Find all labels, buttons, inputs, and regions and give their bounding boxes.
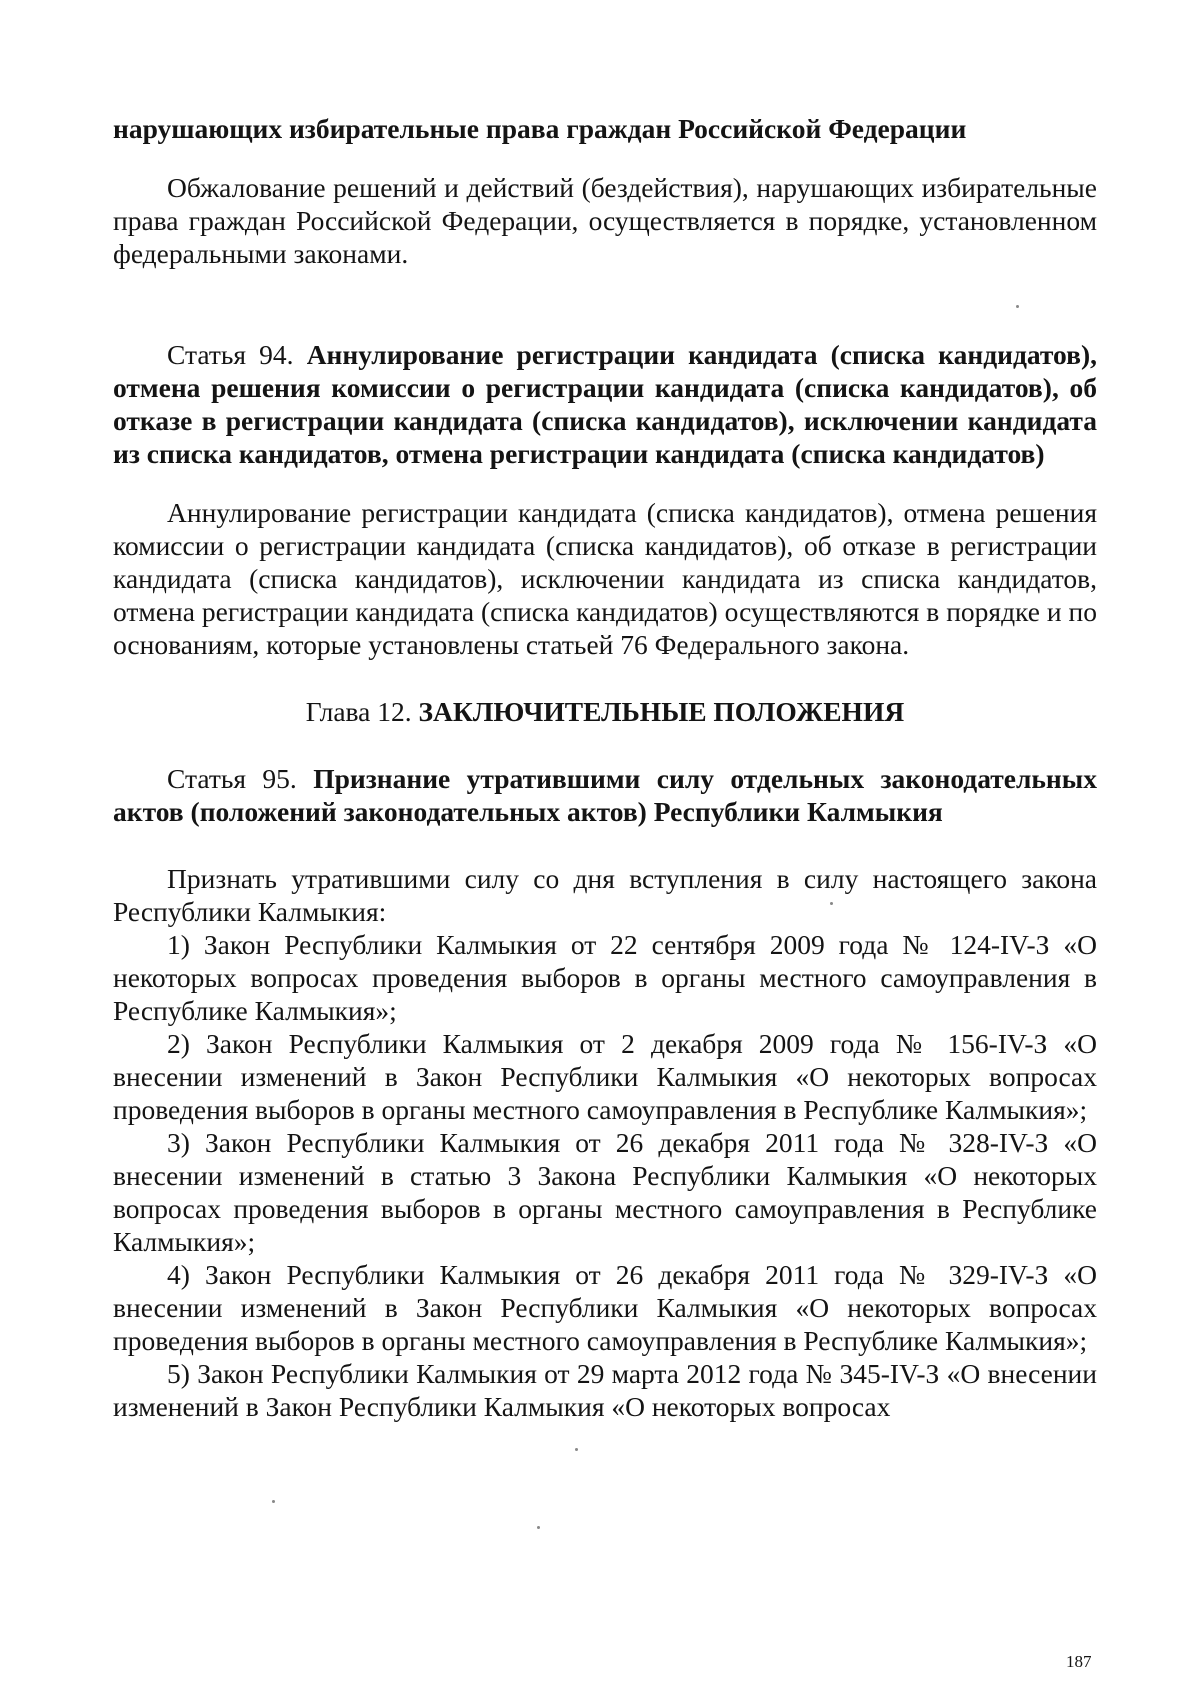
document-page (113, 112, 1097, 1423)
list-item: 2) Закон Республики Калмыкия от 2 декабря 2009 года № 156-IV-З «О внесении изменений в Закон Республики Калмыкия «О некоторых вопросах проведения выборов в органы местного самоуправления в Республике Калмыкия»; (113, 1028, 1097, 1125)
article-95-label: Статья 95. (167, 763, 297, 794)
article-95-title: Признание утратившими силу отдельных законодательных актов (положений законодательных актов) Республики Калмыкия (113, 763, 1097, 827)
list-item: 3) Закон Республики Калмыкия от 26 декабря 2011 года № 328-IV-З «О внесении изменений в статью 3 Закона Республики Калмыкия «О некоторых вопросах проведения выборов в органы местного самоуправления в Республике Калмыкия»; (113, 1127, 1097, 1257)
chapter-12-title: ЗАКЛЮЧИТЕЛЬНЫЕ ПОЛОЖЕНИЯ (418, 696, 905, 727)
article-94-title: Аннулирование регистрации кандидата (списка кандидатов), отмена решения комиссии о регистрации кандидата (списка кандидатов), об отказе в регистрации кандидата (списка кандидатов), исключении кандидата из списка кандидатов, отмена регистрации кандидата (списка кандидатов) (113, 339, 1097, 469)
list-item: 5) Закон Республики Калмыкия от 29 марта 2012 года № 345-IV-З «О внесении изменений в Закон Республики Калмыкия «О некоторых вопросах (113, 1358, 1097, 1422)
chapter-12-heading (113, 695, 1097, 728)
article-95-intro: Признать утратившими силу со дня вступления в силу настоящего закона Республики Калмыкия: (113, 863, 1097, 927)
article-95-heading (113, 762, 1097, 828)
article-94-body: Аннулирование регистрации кандидата (списка кандидатов), отмена решения комиссии о регистрации кандидата (списка кандидатов), об отказе в регистрации кандидата (списка кандидатов), исключении кандидата из списка кандидатов, отмена регистрации кандидата (списка кандидатов) осуществляются в порядке и по основаниям, которые установлены статьей 76 Федерального закона. (113, 497, 1097, 660)
page-number: 187 (1066, 1652, 1092, 1671)
list-item: 1) Закон Республики Калмыкия от 22 сентября 2009 года № 124-IV-З «О некоторых вопросах проведения выборов в органы местного самоуправления в Республике Калмыкия»; (113, 929, 1097, 1026)
article-94-label: Статья 94. (167, 339, 294, 370)
article-94-heading (113, 338, 1097, 470)
scan-speck (272, 1500, 275, 1503)
article-93-heading-continuation: нарушающих избирательные права граждан Российской Федерации (113, 113, 967, 144)
scan-speck (575, 1448, 578, 1451)
chapter-12-label: Глава 12. (305, 696, 412, 727)
scan-speck (830, 902, 833, 905)
scan-speck (537, 1526, 540, 1529)
article-93-body: Обжалование решений и действий (бездействия), нарушающих избирательные права граждан Российской Федерации, осуществляется в порядке, установленном федеральными законами. (113, 172, 1097, 269)
list-item: 4) Закон Республики Калмыкия от 26 декабря 2011 года № 329-IV-З «О внесении изменений в Закон Республики Калмыкия «О некоторых вопросах проведения выборов в органы местного самоуправления в Республике Калмыкия»; (113, 1259, 1097, 1356)
scan-speck (1016, 305, 1019, 308)
